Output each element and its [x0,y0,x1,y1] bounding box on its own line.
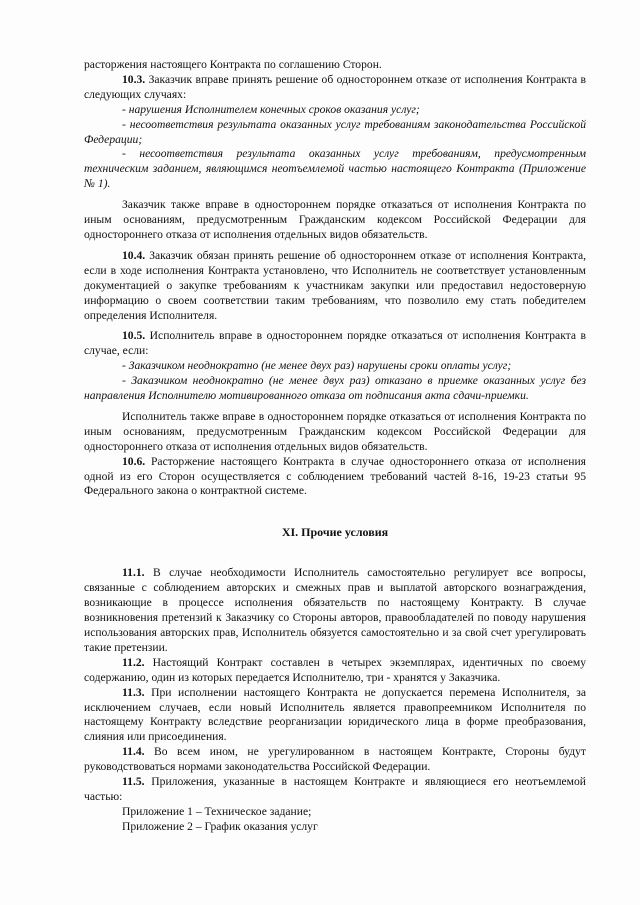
list-item: - нарушения Исполнителем конечных сроков оказания услуг; [122,102,420,116]
clause-text: Приложения, указанные в настоящем Контракте и являющиеся его неотъемлемой частью: [84,775,586,803]
clause-11-2 [84,656,586,686]
clause-number: 10.3. [122,72,146,86]
list-item: - несоответствия результата оказанных услуг требованиям, предусмотренным техническим заданием, являющимся неотъемлемой частью настоящего Контракта (Приложение № 1). [84,147,586,191]
clause-text: Расторжение настоящего Контракта в случае одностороннего отказа от исполнения одной из его Сторон осуществляется с соблюдением требований частей 8-16, 19-23 статьи 95 Федерального закона о контрактной системе. [84,454,586,498]
clause-number: 11.2. [122,655,145,669]
clause-11-4 [84,745,586,775]
clause-10-5-extra: Исполнитель также вправе в одностороннем порядке отказаться от исполнения Контракта по иным основаниям, предусмотренным Гражданским кодексом Российской Федерации для одностороннего отказа от исполнения отдельных видов обязательств. [84,409,586,453]
clause-number: 11.3. [122,685,145,699]
clause-text: В случае необходимости Исполнитель самостоятельно регулирует все вопросы, связанные с соблюдением авторских и смежных прав и выплатой авторского вознаграждения, возникающие в процессе исполнения обязательств по настоящему Контракту. В случае возникновения претензий к Заказчику со Стороны авторов, правообладателей по поводу нарушения использования авторских прав, Исполнитель обязуется самостоятельно и за свой счет урегулировать такие претензии. [84,566,586,654]
appendix-item: Приложение 2 – График оказания услуг [122,819,318,833]
clause-10-3 [84,73,586,103]
clause-11-1 [84,566,586,655]
clause-text: Во всем ином, не урегулированном в настоящем Контракте, Стороны будут руководствоваться нормами законодательства Российской Федерации. [84,745,586,774]
clause-number: 11.5. [122,775,145,789]
clause-number: 11.1. [122,566,145,580]
clause-text: Настоящий Контракт составлен в четырех экземплярах, идентичных по своему содержанию, один из которых передается Исполнителю, три - хранятся у Заказчика. [84,655,586,684]
clause-10-6 [84,455,586,500]
clause-10-5 [84,329,586,359]
clause-number: 10.6. [122,454,146,468]
clause-10-3-extra: Заказчик также вправе в одностороннем порядке отказаться от исполнения Контракта по иным основаниям, предусмотренным Гражданским кодексом Российской Федерации для одностороннего отказа от исполнения отдельных видов обязательств. [84,198,586,241]
clause-number: 11.4. [122,745,145,759]
clause-text: Заказчик обязан принять решение об одностороннем отказе от исполнения Контракта, если в ходе исполнения Контракта установлено, что Исполнитель не соответствует установленным документацией о закупке требованиям к участникам закупки или предоставил недостоверную информацию о своем соответствии таким требованиям, что позволило ему стать победителем определения Исполнителя. [84,248,586,322]
clause-text: Заказчик вправе принять решение об одностороннем отказе от исполнения Контракта в следующих случаях: [84,72,586,101]
clause-text: При исполнении настоящего Контракта не допускается перемена Исполнителя, за исключением случаев, если новый Исполнитель является правопреемником Исполнителя по настоящему Контракту вследствие реорганизации юридического лица в форме преобразования, слияния или присоединения. [84,685,586,744]
clause-number: 10.5. [122,329,146,343]
section-title: XI. Прочие условия [281,525,389,540]
clause-11-3 [84,686,586,746]
clause-number: 10.4. [122,248,146,262]
appendix-item: Приложение 1 – Техническое задание; [122,804,312,818]
clause-11-5 [84,775,586,805]
list-item: - несоответствия результата оказанных услуг требованиям законодательства Российской Федерации; [84,117,586,146]
top-line: расторжения настоящего Контракта по соглашению Сторон. [84,58,382,71]
clause-text: Исполнитель вправе в одностороннем порядке отказаться от исполнения Контракта в случае, если: [84,329,586,358]
list-item: - Заказчиком неоднократно (не менее двух раз) отказано в приемке оказанных услуг без направления Исполнителю мотивированного отказа от подписания акта сдачи-приемки. [84,374,586,403]
clause-10-4 [84,249,586,324]
list-item: - Заказчиком неоднократно (не менее двух раз) нарушены сроки оплаты услуг; [122,359,512,373]
